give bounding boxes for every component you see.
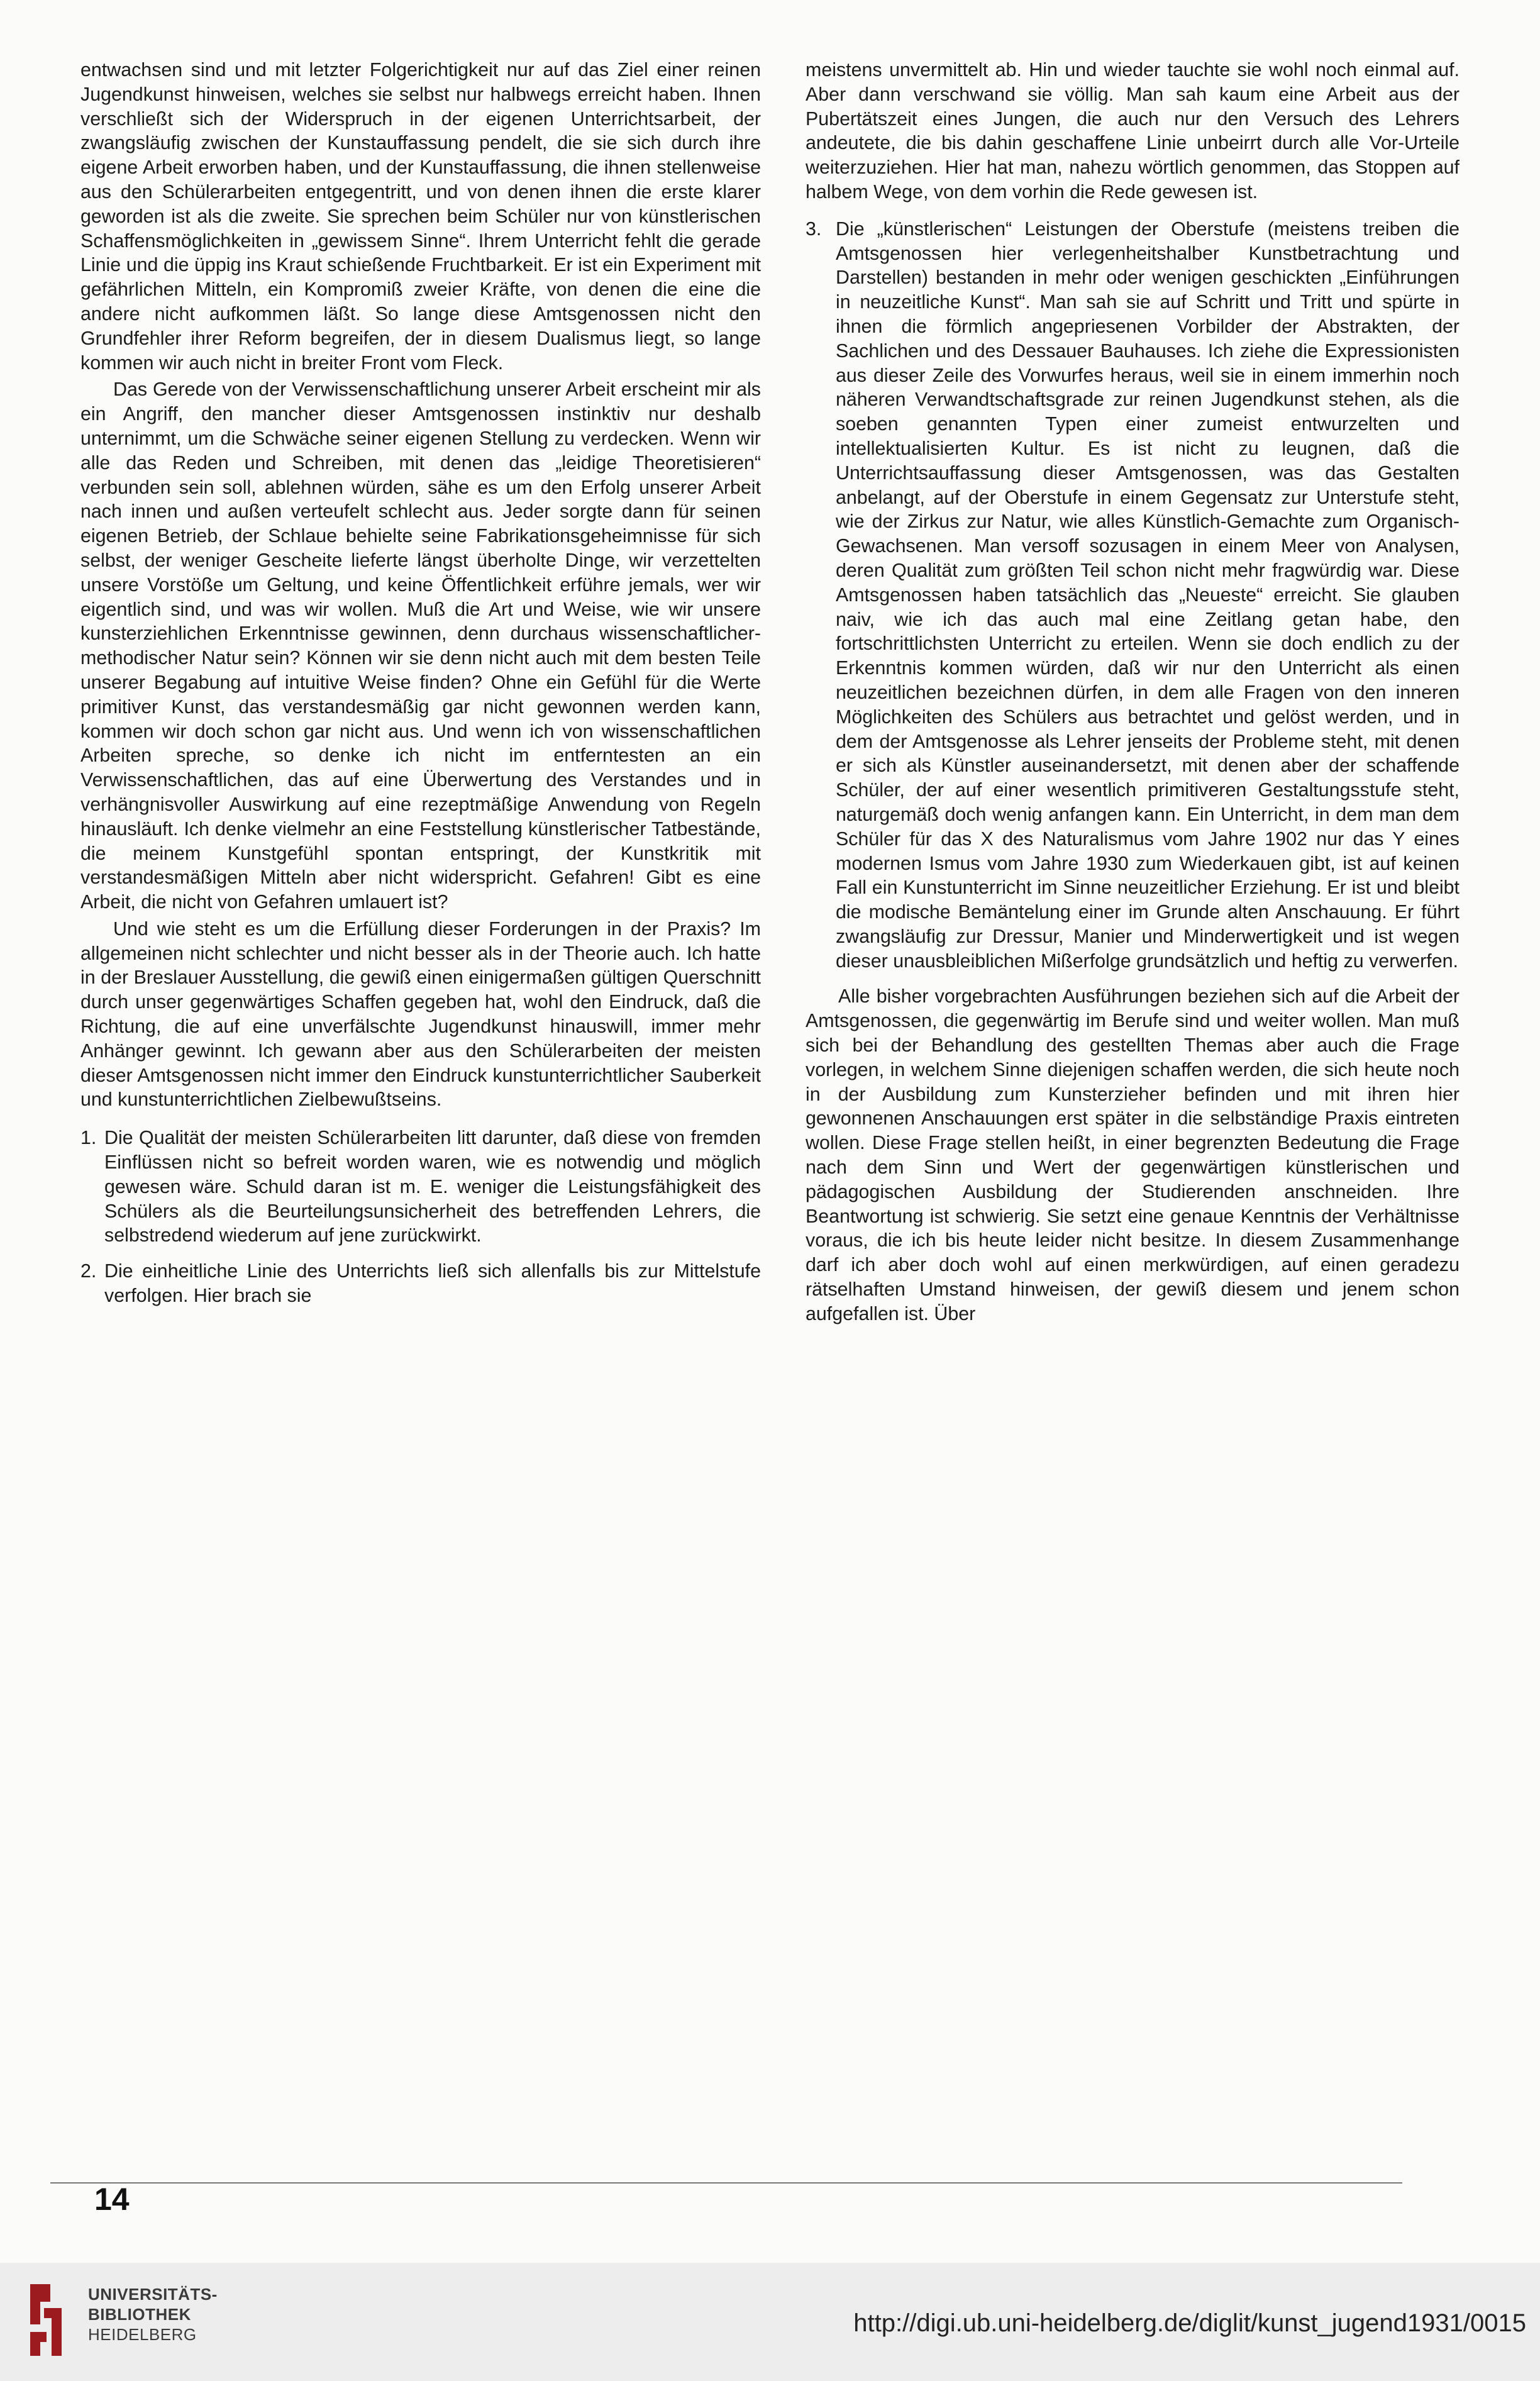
- digital-library-footer: [0, 2263, 1540, 2381]
- library-name: [88, 2284, 218, 2345]
- paragraph: Und wie steht es um die Erfüllung dieser Forderungen in der Praxis? Im allgemeinen nicht schlechter und nicht besser als in der Theorie auch. Ich hatte in der Breslauer Ausstellung, die gewiß einen einigermaßen gültigen Querschnitt durch unser gegenwärtiges Schaffen gegeben hat, wohl den Eindruck, daß die Richtung, die auf eine unverfälschte Jugendkunst hinauswill, immer mehr Anhänger gewinnt. Ich gewann aber aus den Schülerarbeiten der meisten dieser Amtsgenossen nicht immer den Eindruck kunstunterrichtlicher Sauberkeit und kunstunterrichtlichen Zielbewußtseins.: [80, 918, 761, 1111]
- library-logo-icon: [25, 2280, 65, 2360]
- list-item: [806, 217, 1460, 974]
- page-rule: [50, 2182, 1402, 2184]
- page-number: 14: [94, 2182, 130, 2217]
- library-name-line: UNIVERSITÄTS-: [88, 2285, 218, 2304]
- list-item-text: Die einheitliche Linie des Unterrichts ließ sich allenfalls bis zur Mittelstufe verfolgen. Hier brach sie: [104, 1260, 761, 1307]
- list-item: [80, 1259, 761, 1308]
- list-number: 1.: [80, 1127, 97, 1149]
- list-item: [80, 1126, 761, 1248]
- library-name-line: HEIDELBERG: [88, 2325, 197, 2344]
- library-name-line: BIBLIOTHEK: [88, 2305, 191, 2324]
- paragraph: Alle bisher vorgebrachten Ausführungen beziehen sich auf die Arbeit der Amtsgenossen, die gegenwärtig im Berufe sind und weiter wollen. Man muß sich bei der Behandlung des gestellten Themas aber auch die Frage vorlegen, in welchem Sinne diejenigen schaffen werden, die sich heute noch in der Ausbildung zum Kunsterzieher befinden und mit ihren hier gewonnenen Anschauungen erst später in die selbständige Praxis eintreten wollen. Diese Frage stellen heißt, in einer begrenzten Bedeutung die Frage nach dem Sinn und Wert der gegenwärtigen künstlerischen und pädagogischen Ausbildung der Studierenden anschneiden. Ihre Beantwortung ist schwierig. Sie setzt eine genaue Kenntnis der Verhältnisse voraus, die ich bis heute leider nicht besitze. In diesem Zusammenhange darf ich aber doch wohl auf einen merkwürdigen, auf einen geradezu rätselhaften Umstand hinweisen, der gewiß diesem und jenem schon aufgefallen ist. Über: [806, 985, 1460, 1324]
- list-item-text: Die „künstlerischen“ Leistungen der Oberstufe (meistens treiben die Amtsgenossen hier verlegenheitshalber Kunstbetrachtung und Darstellen) bestanden in mehr oder wenigen geschickten „Einführungen in neuzeitliche Kunst“. Man sah sie auf Schritt und Tritt und spürte in ihnen die förmlich angepriesenen Vorbilder der Abstrakten, der Sachlichen und des Dessauer Bauhauses. Ich ziehe die Expressionisten aus dieser Zeile des Vorwurfes heraus, weil sie in einem immerhin noch näheren Verwandtschaftsgrade zur reinen Jugendkunst stehen, als die soeben genannten Typen einer zumeist entwurzelten und intellektualisierten Kultur. Es ist nicht zu leugnen, daß die Unterrichtsauffassung dieser Amtsgenossen, was das Gestalten anbelangt, auf der Oberstufe in einem Gegensatz zur Unterstufe steht, wie der Zirkus zur Natur, wie alles Künstlich-Gemachte zum Organisch-Gewachsenen. Man versoff sozusagen in einem Meer von Analysen, deren Qualität zum größten Teil schon nicht mehr fragwürdig war. Diese Amtsgenossen haben tatsächlich das „Neueste“ erreicht. Sie glauben naiv, wie ich das auch mal eine Zeitlang getan habe, den fortschrittlichsten Unterricht zu erteilen. Wenn sie doch endlich zu der Erkenntnis kommen würden, daß wir nur den Unterricht als einen neuzeitlichen bezeichnen dürfen, in dem alle Fragen von den inneren Möglichkeiten des Schülers aus betrachtet und gelöst werden, und in dem der Amtsgenosse als Lehrer jenseits der Probleme steht, mit denen er sich als Künstler auseinandersetzt, mit denen aber der schaffende Schüler, der auf einer wesentlich primitiveren Gestaltungsstufe steht, naturgemäß doch wenig anfangen kann. Ein Unterricht, in dem man dem Schüler für das X des Naturalismus vom Jahre 1902 nur das Y eines modernen Ismus vom Jahre 1930 zum Wiederkauen gibt, ist auf keinen Fall ein Kunstunterricht im Sinne neuzeitlicher Erziehung. Er ist und bleibt die modische Bemäntelung einer im Grunde alten Anschauung. Er führt zwangsläufig zur Dressur, Manier und Minderwertigkeit und ist wegen dieser unausbleiblichen Mißerfolge grundsätzlich und heftig zu verwerfen.: [836, 218, 1460, 972]
- list-item-text: Die Qualität der meisten Schülerarbeiten litt darunter, daß diese von fremden Einflüssen nicht so befreit worden waren, wie es notwendig und möglich gewesen wäre. Schuld daran ist m. E. weniger die Leistungsfähigkeit des Schülers als die Beurteilungsunsicherheit des betreffenden Lehrers, die selbstredend wiederum auf jene zurückwirkt.: [104, 1127, 761, 1246]
- list-number: 2.: [80, 1260, 97, 1282]
- left-column: [80, 58, 761, 1319]
- right-column: [806, 58, 1460, 1326]
- numbered-list: [806, 217, 1460, 974]
- paragraph: meistens unvermittelt ab. Hin und wieder tauchte sie wohl noch einmal auf. Aber dann verschwand sie völlig. Man sah kaum eine Arbeit aus der Pubertätszeit eines Jungen, die auch nur den Versuch des Lehrers andeutete, die bis dahin geschaffene Linie unbeirrt durch alle Vor-Urteile weiterzuziehen. Hier hat man, nahezu wörtlich genommen, das Stoppen auf halbem Wege, von dem vorhin die Rede gewesen ist.: [806, 59, 1460, 203]
- paragraph: Das Gerede von der Verwissenschaftlichung unserer Arbeit erscheint mir als ein Angriff, den mancher dieser Amtsgenossen instinktiv nur deshalb unternimmt, um die Schwäche seiner eigenen Stellung zu verdecken. Wenn wir alle das Reden und Schreiben, mit denen das „leidige Theoretisieren“ verbunden sein soll, ablehnen würden, sähe es um den Erfolg unserer Arbeit nach innen und außen verteufelt schlecht aus. Jeder sorgte dann für seinen eigenen Betrieb, der Schlaue behielte seine Fabrikationsgeheimnisse für sich selbst, der weniger Gescheite lieferte längst überholte Dinge, wir verzettelten unsere Vorstöße um Geltung, und keine Öffentlichkeit erführe jemals, wer wir eigentlich sind, und was wir wollen. Muß die Art und Weise, wie wir unsere kunsterziehlichen Erkenntnisse gewinnen, denn durchaus wissenschaftlicher-methodischer Natur sein? Können wir sie denn nicht auch mit dem besten Teile unserer Begabung auf intuitive Weise finden? Ohne ein Gefühl für die Werte primitiver Kunst, das verstandesmäßig gar nicht gewonnen werden kann, kommen wir doch schon gar nicht aus. Und wenn ich von wissenschaftlichen Arbeiten spreche, so denke ich nicht im entferntesten an ein Verwissenschaftlichen, das auf eine Überwertung des Verstandes und in verhängnisvoller Auswirkung auf eine rezeptmäßige Anwendung von Regeln hinausläuft. Ich denke vielmehr an eine Feststellung künstlerischer Tatbestände, die meinem Kunstgefühl spontan entspringt, der Kunstkritik mit verstandesmäßigen Mitteln aber nicht widerspricht. Gefahren! Gibt es eine Arbeit, die nicht von Gefahren umlauert ist?: [80, 379, 761, 913]
- permalink-url[interactable]: http://digi.ub.uni-heidelberg.de/diglit/kunst_jugend1931/0015: [853, 2309, 1526, 2337]
- list-number: 3.: [806, 218, 822, 240]
- numbered-list: [80, 1126, 761, 1308]
- paragraph: entwachsen sind und mit letzter Folgerichtigkeit nur auf das Ziel einer reinen Jugendkunst hinweisen, welches sie selbst nur halbwegs erreicht haben. Ihnen verschließt sich der Widerspruch in der eigenen Unterrichtsarbeit, der zwangsläufig zwischen der Kunstauffassung pendelt, die sie sich durch ihre eigene Arbeit erworben haben, und der Kunstauffassung, die ihnen stellenweise aus den Schülerarbeiten entgegentritt, und von denen ihnen die erste klarer geworden ist als die zweite. Sie sprechen beim Schüler nur von künstlerischen Schaffensmöglichkeiten in „gewissem Sinne“. Ihrem Unterricht fehlt die gerade Linie und die üppig ins Kraut schießende Fruchtbarkeit. Er ist ein Experiment mit gefährlichen Mitteln, ein Kompromiß zweier Kräfte, von denen die eine die andere nicht aufkommen läßt. So lange diese Amtsgenossen nicht den Grundfehler ihrer Reform begreifen, der in diesem Dualismus liegt, so lange kommen wir auch nicht in breiter Front vom Fleck.: [80, 59, 761, 374]
